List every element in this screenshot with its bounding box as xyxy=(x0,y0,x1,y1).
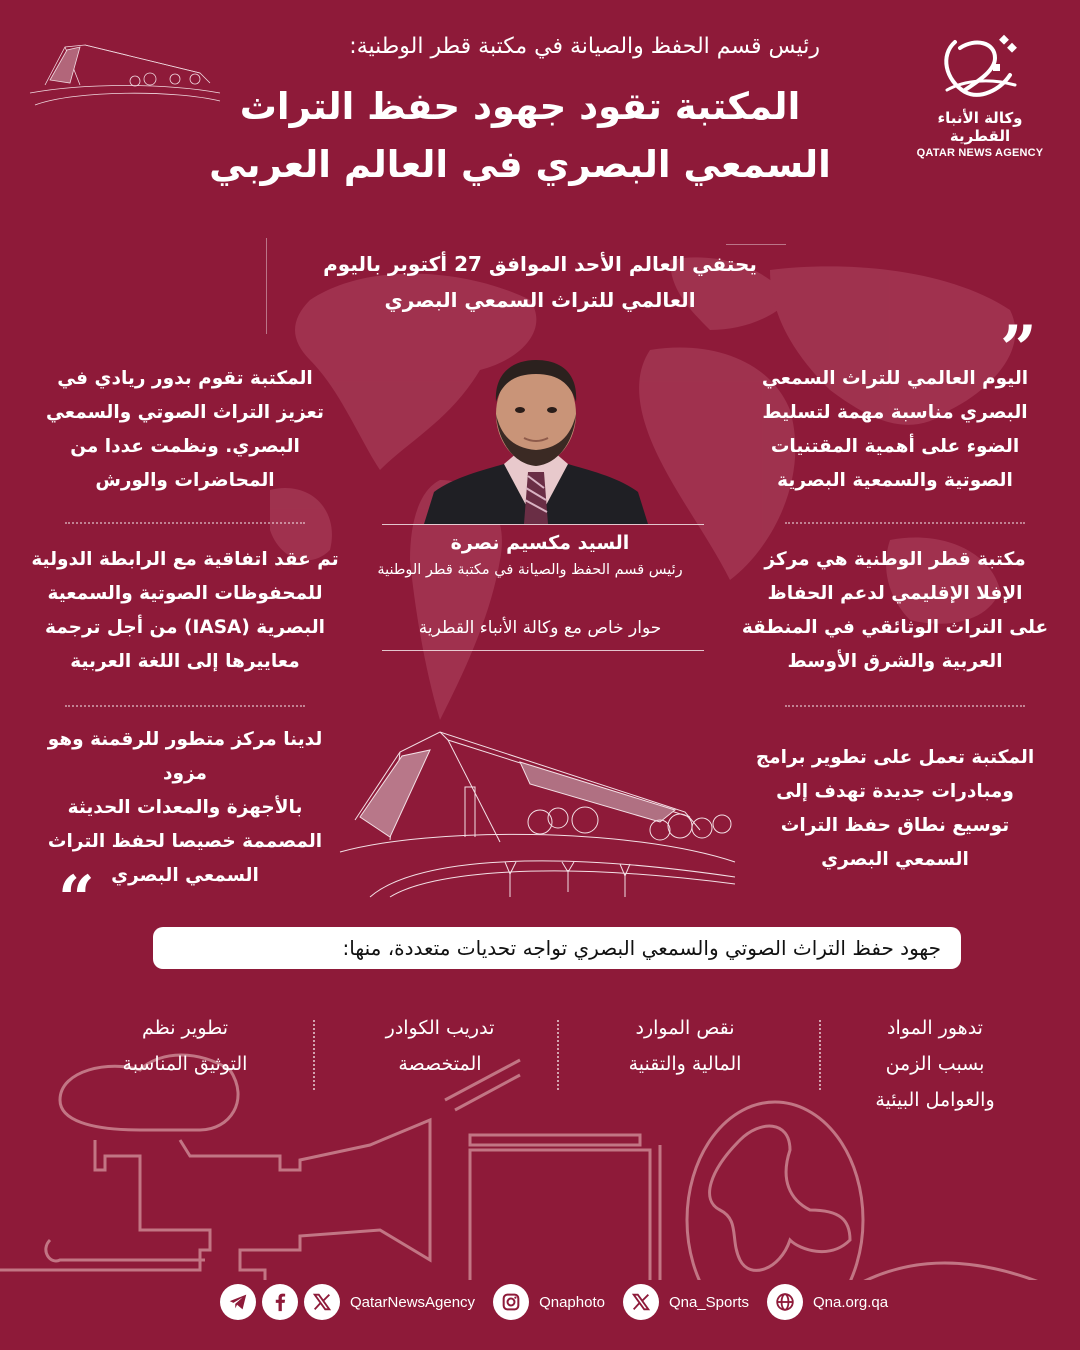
left-block-2 xyxy=(30,543,340,679)
divider-vertical xyxy=(819,1020,821,1090)
quote-open-icon: ” xyxy=(1000,312,1037,387)
text-line: الإفلا الإقليمي لدعم الحفاظ xyxy=(767,583,1023,604)
person-role: رئيس قسم الحفظ والصيانة في مكتبة قطر الوطنية xyxy=(377,562,683,578)
x-icon[interactable] xyxy=(304,1284,340,1320)
text-line: البصري. ونظمت عددا من xyxy=(70,436,300,457)
divider xyxy=(785,705,1025,707)
person-photo xyxy=(424,352,648,524)
text-line: المكتبة تقوم بدور ريادي في xyxy=(57,368,313,389)
right-block-2 xyxy=(735,543,1055,679)
interview-label: حوار خاص مع وكالة الأنباء القطرية xyxy=(418,618,662,638)
text-line: للمحفوظات الصوتية والسمعية xyxy=(47,583,323,604)
left-block-3 xyxy=(25,723,345,893)
text-line: السمعي البصري xyxy=(111,865,259,886)
divider-vertical xyxy=(557,1020,559,1090)
text-line: نقص الموارد xyxy=(635,1017,735,1039)
text-line: مكتبة قطر الوطنية هي مركز xyxy=(764,549,1026,570)
challenges-heading: جهود حفظ التراث الصوتي والسمعي البصري تواجه تحديات متعددة، منها: xyxy=(342,936,941,960)
text-line: بالأجهزة والمعدات الحديثة xyxy=(67,797,303,818)
footer-social xyxy=(220,1282,900,1322)
announcement-text xyxy=(280,246,800,318)
logo-arabic-text: وكالة الأنباء القطرية xyxy=(937,109,1023,145)
text-line: تم عقد اتفاقية مع الرابطة الدولية xyxy=(31,549,339,570)
challenge-item-3 xyxy=(345,1010,535,1082)
announcement-line-1: يحتفي العالم الأحد الموافق 27 أكتوبر باليوم xyxy=(323,252,757,276)
person-portrait-graphic xyxy=(424,352,648,524)
x-icon[interactable] xyxy=(623,1284,659,1320)
right-block-3 xyxy=(740,741,1050,877)
interview-underline xyxy=(382,650,704,651)
text-line: تدريب الكوادر xyxy=(385,1017,495,1039)
person-name: السيد مكسيم نصرة xyxy=(450,532,630,554)
text-line: توسيع نطاق حفظ التراث xyxy=(780,815,1010,836)
text-line: تدهور المواد xyxy=(887,1017,983,1039)
challenge-item-2 xyxy=(585,1010,785,1082)
text-line: تطوير نظم xyxy=(141,1017,229,1039)
twitter-handle-qna[interactable]: QatarNewsAgency xyxy=(350,1293,476,1311)
title-line-1: المكتبة تقود جهود حفظ التراث xyxy=(239,85,801,128)
text-line: لدينا مركز متطور للرقمنة وهو مزود xyxy=(47,729,323,784)
title-line-2: السمعي البصري في العالم العربي xyxy=(209,143,831,186)
twitter-handle-sports[interactable]: Qna_Sports xyxy=(668,1293,749,1311)
text-line: المالية والتقنية xyxy=(628,1053,742,1075)
qna-logo xyxy=(905,30,1055,160)
divider xyxy=(65,705,305,707)
library-sketch-large xyxy=(330,712,750,902)
text-line: على التراث الوثائقي في المنطقة xyxy=(741,617,1049,638)
right-block-1 xyxy=(740,362,1050,498)
text-line: المحاضرات والورش xyxy=(95,470,275,491)
text-line: الضوء على أهمية المقتنيات xyxy=(770,436,1020,457)
text-line: والعوامل البيئية xyxy=(875,1089,995,1111)
text-line: العربية والشرق الأوسط xyxy=(787,651,1003,672)
text-line: المكتبة تعمل على تطوير برامج xyxy=(755,747,1035,768)
header-kicker: رئيس قسم الحفظ والصيانة في مكتبة قطر الوطنية: xyxy=(349,34,820,59)
text-line: معاييرها إلى اللغة العربية xyxy=(70,651,300,672)
website-link[interactable]: Qna.org.qa xyxy=(813,1293,889,1311)
quote-close-icon: “ xyxy=(58,862,95,937)
left-block-1 xyxy=(30,362,340,498)
text-line: تعزيز التراث الصوتي والسمعي xyxy=(46,402,324,423)
text-line: المصممة خصيصا لحفظ التراث xyxy=(47,831,323,852)
page-title xyxy=(180,78,860,194)
text-line: البصري مناسبة مهمة لتسليط xyxy=(762,402,1028,423)
text-line: المتخصصة xyxy=(398,1053,482,1075)
text-line: التوثيق المناسبة xyxy=(122,1053,248,1075)
facebook-icon[interactable] xyxy=(262,1284,298,1320)
globe-icon[interactable] xyxy=(767,1284,803,1320)
challenge-item-4 xyxy=(90,1010,280,1082)
instagram-icon[interactable] xyxy=(493,1284,529,1320)
text-line: ومبادرات جديدة تهدف إلى xyxy=(776,781,1014,802)
text-line: البصرية (IASA) من أجل ترجمة xyxy=(45,617,325,638)
divider-vertical xyxy=(313,1020,315,1090)
divider xyxy=(65,522,305,524)
qna-logo-icon xyxy=(935,30,1025,105)
telegram-icon[interactable] xyxy=(220,1284,256,1320)
divider xyxy=(785,522,1025,524)
challenge-item-1 xyxy=(840,1010,1030,1118)
announcement-line-2: العالمي للتراث السمعي البصري xyxy=(384,288,696,312)
text-line: بسبب الزمن xyxy=(885,1053,985,1075)
portrait-underline xyxy=(382,524,704,525)
building-icon xyxy=(330,712,750,902)
text-line: السمعي البصري xyxy=(821,849,969,870)
text-line: اليوم العالمي للتراث السمعي xyxy=(761,368,1029,389)
logo-english-text: QATAR NEWS AGENCY xyxy=(916,147,1044,159)
instagram-handle[interactable]: Qnaphoto xyxy=(539,1293,605,1311)
text-line: الصوتية والسمعية البصرية xyxy=(777,470,1013,491)
